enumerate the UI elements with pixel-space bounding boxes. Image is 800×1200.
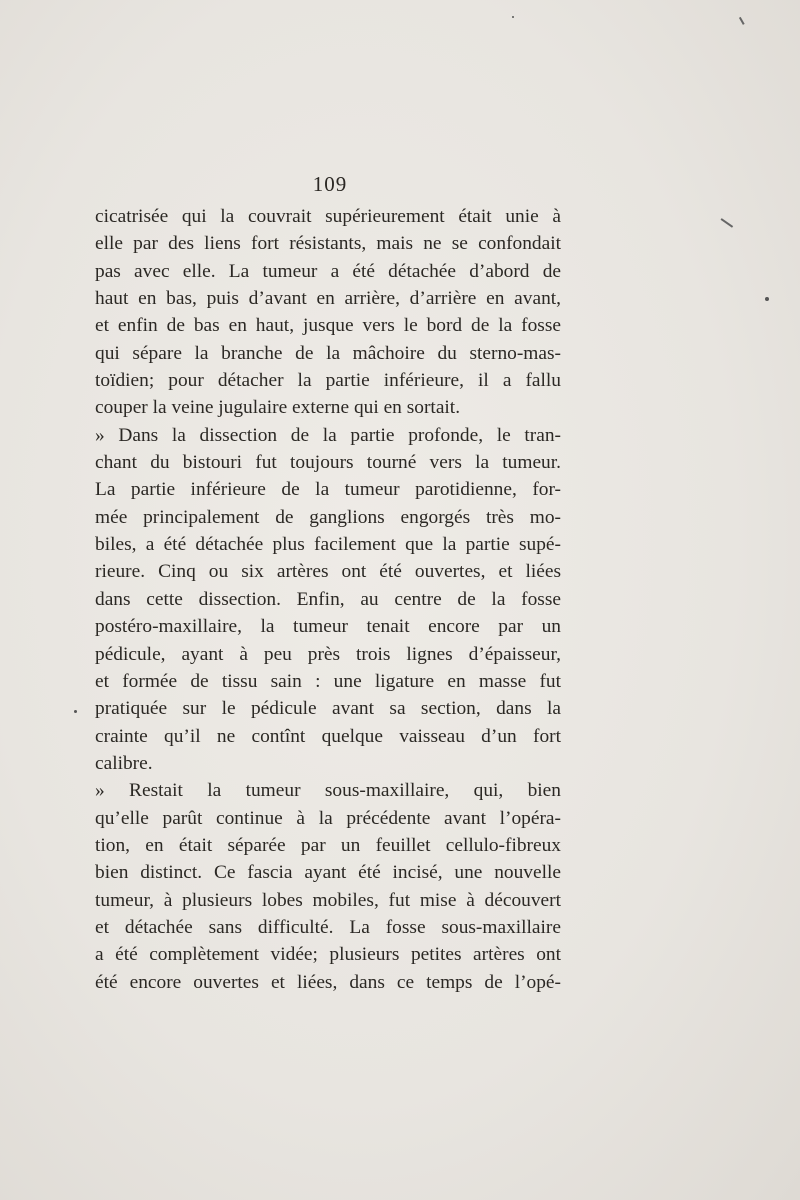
paper-mark bbox=[721, 218, 733, 227]
text-line: qu’elle parût continue à la précédente avant l’opéra- bbox=[95, 807, 561, 829]
text-line: couper la veine jugulaire externe qui en sortait. bbox=[95, 397, 461, 419]
text-line: crainte qu’il ne contînt quelque vaisseau d’un fort bbox=[95, 725, 561, 747]
text-line: elle par des liens fort résistants, mais ne se confondait bbox=[95, 233, 561, 255]
text-line: dans cette dissection. Enfin, au centre de la fosse bbox=[95, 588, 561, 610]
text-line: et formée de tissu sain : une ligature en masse fut bbox=[95, 670, 561, 692]
text-line: pas avec elle. La tumeur a été détachée d’abord de bbox=[95, 260, 561, 282]
text-line: tumeur, à plusieurs lobes mobiles, fut mise à découvert bbox=[95, 889, 561, 911]
text-line: rieure. Cinq ou six artères ont été ouvertes, et liées bbox=[95, 561, 561, 583]
text-line: bien distinct. Ce fascia ayant été incisé, une nouvelle bbox=[95, 862, 561, 884]
text-line: tion, en était séparée par un feuillet cellulo-fibreux bbox=[95, 834, 561, 856]
page-number: 109 bbox=[312, 172, 348, 196]
text-line: été encore ouvertes et liées, dans ce temps de l’opé- bbox=[95, 971, 561, 993]
text-line: postéro-maxillaire, la tumeur tenait encore par un bbox=[95, 616, 561, 638]
body-text bbox=[95, 203, 561, 996]
text-line: et détachée sans difficulté. La fosse sous-maxillaire bbox=[95, 916, 561, 938]
text-line: » Dans la dissection de la partie profonde, le tran- bbox=[95, 424, 561, 446]
paper-speck bbox=[74, 710, 77, 713]
text-line: pratiquée sur le pédicule avant sa section, dans la bbox=[95, 698, 561, 720]
text-line: calibre. bbox=[95, 752, 153, 774]
text-line: chant du bistouri fut toujours tourné vers la tumeur. bbox=[95, 452, 561, 474]
text-line: et enfin de bas en haut, jusque vers le bord de la fosse bbox=[95, 315, 561, 337]
paper-mark bbox=[739, 17, 744, 25]
text-line: qui sépare la branche de la mâchoire du sterno-mas- bbox=[95, 342, 561, 364]
text-line: cicatrisée qui la couvrait supérieurement était unie à bbox=[95, 206, 561, 227]
paper-speck bbox=[512, 16, 514, 18]
text-line: La partie inférieure de la tumeur parotidienne, for- bbox=[95, 479, 561, 501]
text-line: a été complètement vidée; plusieurs petites artères ont bbox=[95, 944, 561, 966]
text-line: pédicule, ayant à peu près trois lignes d’épaisseur, bbox=[95, 643, 561, 665]
text-line: haut en bas, puis d’avant en arrière, d’arrière en avant, bbox=[95, 288, 561, 310]
text-line: » Restait la tumeur sous-maxillaire, qui, bien bbox=[95, 780, 561, 802]
text-line: toïdien; pour détacher la partie inférieure, il a fallu bbox=[95, 370, 561, 392]
text-line: biles, a été détachée plus facilement que la partie supé- bbox=[95, 534, 561, 556]
paper-speck bbox=[765, 297, 769, 301]
text-line: mée principalement de ganglions engorgés très mo- bbox=[95, 506, 561, 528]
